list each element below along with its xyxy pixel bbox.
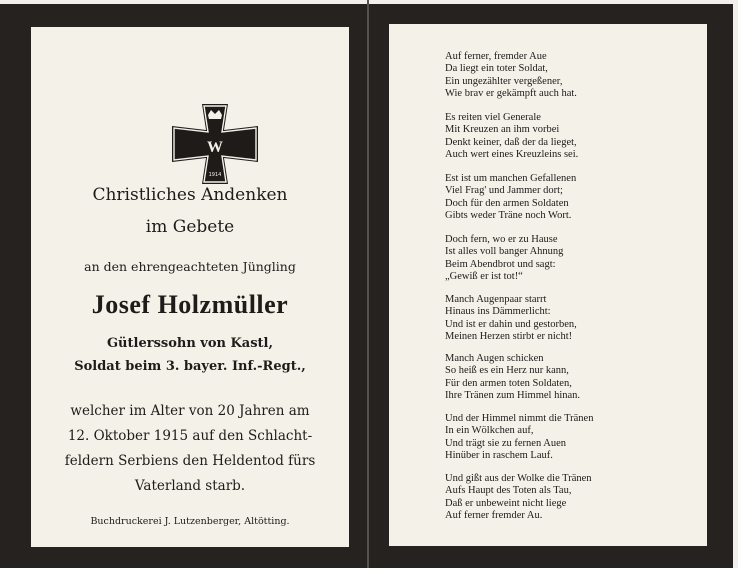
poem-line: Ein ungezählter vergeßener,	[445, 75, 563, 87]
poem-stanza	[445, 294, 695, 343]
poem-line: Für den armen toten Soldaten,	[445, 377, 572, 389]
poem-line: Und ist er dahin und gestorben,	[445, 318, 577, 330]
body-line: feldern Serbiens den Heldentod fürs	[64, 453, 316, 469]
cross-letter: W	[207, 139, 223, 156]
printer-imprint: Buchdruckerei J. Lutzenberger, Altötting.	[90, 516, 290, 527]
heading-andenken: Christliches Andenken	[92, 185, 288, 205]
left-page	[31, 27, 349, 547]
poem-line: Beim Abendbrot und sagt:	[445, 258, 556, 270]
poem-line: Denkt keiner, daß der da lieget,	[445, 136, 577, 148]
regiment-line: Soldat beim 3. bayer. Inf.-Regt.,	[74, 359, 306, 374]
poem-line: Und der Himmel nimmt die Tränen	[445, 413, 594, 424]
poem-line: In ein Wölkchen auf,	[445, 425, 534, 437]
poem-stanza	[445, 51, 695, 100]
origin-line: Gütlerssohn von Kastl,	[106, 336, 274, 351]
poem-line: Wie brav er gekämpft auch hat.	[445, 87, 577, 99]
body-line: welcher im Alter von 20 Jahren am	[70, 403, 310, 419]
poem-line: Und gißt aus der Wolke die Tränen	[445, 473, 592, 484]
poem-line: Manch Augenpaar starrt	[445, 294, 547, 305]
poem-line: Auf ferner fremder Au.	[445, 509, 543, 521]
poem-line: Aufs Haupt des Toten als Tau,	[445, 485, 572, 497]
scan-edge-right	[733, 0, 738, 568]
poem-line: Es reiten viel Generale	[445, 112, 541, 123]
poem-line: Meinen Herzen stirbt er nicht!	[445, 330, 573, 342]
iron-cross-icon	[172, 104, 258, 184]
poem-line: Hinüber in raschem Lauf.	[445, 449, 553, 461]
poem-line: Auch wert eines Kreuzleins sei.	[445, 148, 579, 160]
poem-stanza	[445, 234, 695, 283]
poem-line: So heiß es ein Herz nur kann,	[445, 365, 569, 377]
right-page	[389, 24, 707, 546]
poem-line: Und trägt sie zu fernen Auen	[445, 437, 567, 449]
poem-line: Ist alles voll banger Ahnung	[445, 246, 564, 258]
poem-stanza	[445, 353, 695, 402]
poem-line: Viel Frag' und Jammer dort;	[445, 185, 563, 197]
poem-line: Auf ferner, fremder Aue	[445, 51, 547, 62]
poem-stanza	[445, 413, 695, 462]
poem-line: Gibts weder Träne noch Wort.	[445, 209, 572, 221]
cross-year: 1914	[208, 172, 222, 178]
body-line: Vaterland starb.	[134, 478, 246, 494]
deceased-name: Josef Holzmüller	[91, 290, 289, 319]
body-line: 12. Oktober 1915 auf den Schlacht-	[67, 428, 313, 444]
center-fold	[367, 0, 369, 568]
poem-line: Daß er unbeweint nicht liege	[445, 497, 567, 509]
poem-line: Mit Kreuzen an ihm vorbei	[445, 124, 560, 136]
poem-stanza	[445, 173, 695, 222]
poem-line: „Gewiß er ist tot!“	[445, 270, 523, 282]
poem-stanza	[445, 473, 695, 522]
poem-stanza	[445, 112, 695, 161]
poem-line: Da liegt ein toter Soldat,	[445, 63, 548, 75]
poem-line: Est ist um manchen Gefallenen	[445, 173, 577, 184]
poem-line: Doch für den armen Soldaten	[445, 197, 569, 209]
poem-line: Manch Augen schicken	[445, 353, 544, 364]
poem-line: Doch fern, wo er zu Hause	[445, 234, 558, 245]
poem-line: Hinaus ins Dämmerlicht:	[445, 306, 551, 318]
dedication-line: an den ehrengeachteten Jüngling	[84, 259, 296, 274]
heading-gebete: im Gebete	[145, 217, 235, 237]
poem-line: Ihre Tränen zum Himmel hinan.	[445, 389, 581, 401]
scan-edge-top	[0, 0, 738, 4]
